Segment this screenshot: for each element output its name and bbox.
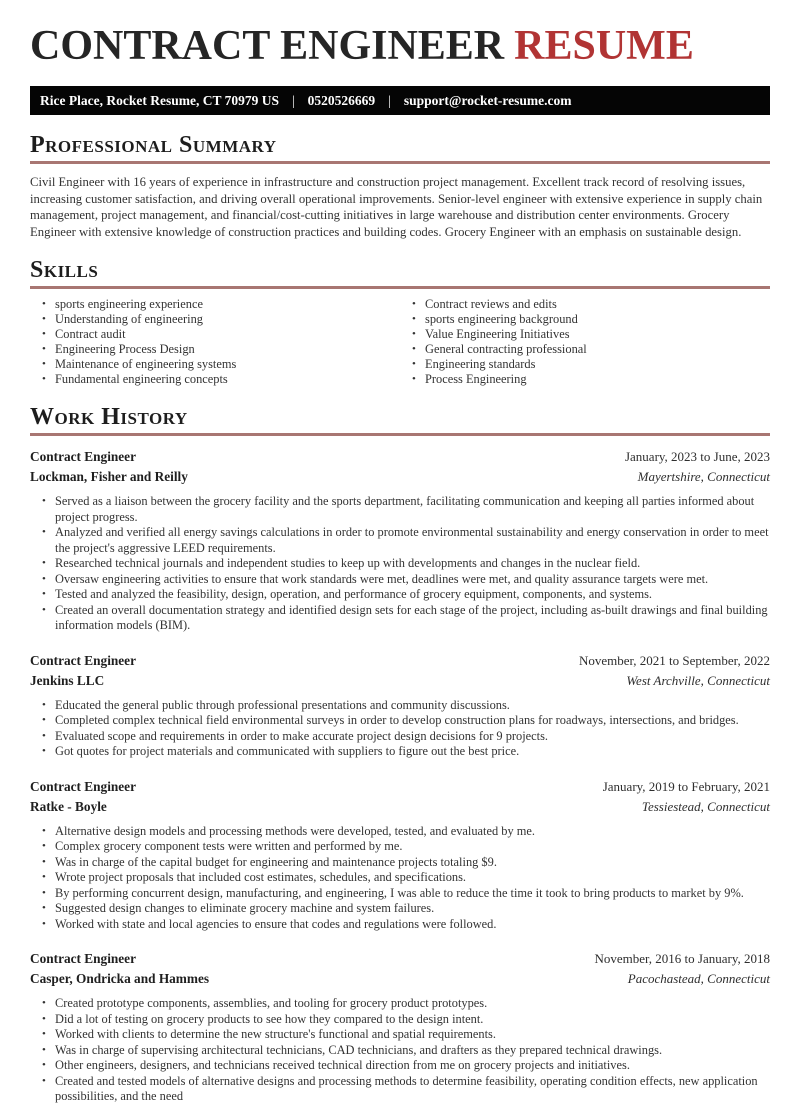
skill-item: • Process Engineering <box>425 372 770 387</box>
section-divider <box>30 433 770 436</box>
job-location: West Archville, Connecticut <box>626 672 770 688</box>
skills-columns <box>30 297 770 387</box>
job-dates: January, 2023 to June, 2023 <box>624 449 770 464</box>
job-bullet: • Created and tested models of alternative designs and processing methods to determine feasibility, operating condition effects, new application possibilities, and the need <box>55 1074 770 1105</box>
job-bullet-list <box>30 698 770 760</box>
job-dates: November, 2016 to January, 2018 <box>594 951 770 966</box>
job-bullet: • Analyzed and verified all energy savings calculations in order to promote environmental sustainability and energy conservation in order to meet the project's aggressive LEED requirements. <box>55 525 770 556</box>
job-company: Lockman, Fisher and Reilly <box>30 469 188 484</box>
job-bullet: • Educated the general public through professional presentations and community discussions. <box>55 698 770 714</box>
job-company: Ratke - Boyle <box>30 798 107 814</box>
job-bullet-list <box>30 824 770 933</box>
skill-item: • Maintenance of engineering systems <box>55 357 400 372</box>
job-entry <box>30 778 770 933</box>
job-entry <box>30 448 770 634</box>
job-bullet: • Complex grocery component tests were written and performed by me. <box>55 839 770 855</box>
skills-heading: Skills <box>30 257 99 283</box>
page-title-main: CONTRACT ENGINEER <box>30 23 505 69</box>
job-header-row <box>30 448 770 466</box>
job-title: Contract Engineer <box>30 778 136 794</box>
page-title <box>30 24 770 68</box>
job-dates: January, 2019 to February, 2021 <box>602 778 770 794</box>
contact-separator: | <box>388 92 391 108</box>
section-divider <box>30 161 770 164</box>
skill-item: • General contracting professional <box>425 342 770 357</box>
contact-bar <box>30 86 770 115</box>
job-subheader-row <box>30 672 770 690</box>
skills-list-right <box>400 297 770 387</box>
job-bullet: • Worked with clients to determine the new structure's functional and spatial requirements. <box>55 1027 770 1043</box>
skill-item: • Engineering Process Design <box>55 342 400 357</box>
job-bullet: • Got quotes for project materials and communicated with suppliers to figure out the best price. <box>55 744 770 760</box>
job-bullet: • Wrote project proposals that included cost estimates, schedules, and specifications. <box>55 870 770 886</box>
job-company: Casper, Ondricka and Hammes <box>30 971 210 986</box>
job-header-row <box>30 950 770 968</box>
job-bullet: • Completed complex technical field environmental surveys in order to develop construction plans for roadways, intersections, and bridges. <box>55 713 770 729</box>
job-entry <box>30 950 770 1105</box>
summary-heading: Professional Summary <box>30 132 277 158</box>
section-professional-summary <box>30 133 770 240</box>
job-bullet: • Created an overall documentation strategy and identified design sets for each stage of the project, including as-built drawings and final building information models (BIM). <box>55 603 770 634</box>
job-company: Jenkins LLC <box>30 672 105 688</box>
job-entry <box>30 652 770 760</box>
skill-item: • Contract audit <box>55 327 400 342</box>
summary-text: Civil Engineer with 16 years of experience in infrastructure and construction project management. Excellent track record of resolving issues, increasing customer satisfaction, and driving overall operational improvements. Senior-level engineer with extensive experience in supply chain management, project management, and financial/cost-cutting initiatives in large warehouse and distribution center environments. Grocery Engineer with extensive knowledge of construction practices and building codes. Grocery Engineer with an emphasis on sustainable design. <box>30 175 763 239</box>
job-location: Tessiestead, Connecticut <box>641 798 770 814</box>
work-history-heading: Work History <box>30 404 188 430</box>
job-bullet: • Alternative design models and processing methods were developed, tested, and evaluated by me. <box>55 824 770 840</box>
page-title-accent: RESUME <box>514 23 694 69</box>
job-bullet: • Did a lot of testing on grocery products to see how they compared to the design intent. <box>55 1012 770 1028</box>
job-bullet: • Oversaw engineering activities to ensure that work standards were met, deadlines were met, and quality assurance targets were met. <box>55 572 770 588</box>
job-location: Pacochastead, Connecticut <box>627 971 770 986</box>
job-title: Contract Engineer <box>30 951 136 966</box>
section-skills <box>30 258 770 387</box>
job-location: Mayertshire, Connecticut <box>637 469 770 484</box>
contact-address: Rice Place, Rocket Resume, CT 70979 US <box>40 92 279 108</box>
job-dates: November, 2021 to September, 2022 <box>578 652 770 668</box>
contact-separator: | <box>291 92 295 108</box>
job-bullet: • Worked with state and local agencies to ensure that codes and regulations were followed. <box>55 917 770 933</box>
skill-item: • Understanding of engineering <box>55 312 400 327</box>
job-bullet: • Evaluated scope and requirements in order to make accurate project design decisions for 9 projects. <box>55 729 770 745</box>
job-subheader-row <box>30 970 770 988</box>
skill-item: • sports engineering experience <box>55 297 400 312</box>
job-header-row <box>30 778 770 796</box>
skill-item: • Fundamental engineering concepts <box>55 372 400 387</box>
job-bullet: • Created prototype components, assemblies, and tooling for grocery product prototypes. <box>55 996 770 1012</box>
skills-list-left <box>30 297 400 387</box>
job-title: Contract Engineer <box>30 449 136 464</box>
job-subheader-row <box>30 798 770 816</box>
section-work-history <box>30 405 770 1105</box>
job-subheader-row <box>30 468 770 486</box>
job-title: Contract Engineer <box>30 652 136 668</box>
skill-item: • sports engineering background <box>425 312 770 327</box>
section-divider <box>30 286 770 289</box>
job-bullet: • Was in charge of the capital budget for engineering and maintenance projects totaling $9. <box>55 855 770 871</box>
job-bullet: • Researched technical journals and independent studies to keep up with developments and changes in the nuclear field. <box>55 556 770 572</box>
job-bullet: • Served as a liaison between the grocery facility and the sports department, facilitating communication and keeping all parties informed about project progress. <box>55 494 770 525</box>
contact-phone: 0520526669 <box>307 92 376 108</box>
job-bullet: • Suggested design changes to eliminate grocery machine and system failures. <box>55 901 770 917</box>
job-header-row <box>30 652 770 670</box>
skill-item: • Value Engineering Initiatives <box>425 327 770 342</box>
job-bullet-list <box>30 996 770 1105</box>
job-bullet-list <box>30 494 770 634</box>
job-bullet: • Tested and analyzed the feasibility, design, operation, and performance of grocery equipment, components, and systems. <box>55 587 770 603</box>
job-bullet: • Other engineers, designers, and technicians received technical direction from me on grocery projects and initiatives. <box>55 1058 770 1074</box>
skill-item: • Contract reviews and edits <box>425 297 770 312</box>
contact-email: support@rocket-resume.com <box>403 92 572 108</box>
job-bullet: • By performing concurrent design, manufacturing, and engineering, I was able to reduce the time it took to bring products to market by 9%. <box>55 886 770 902</box>
job-bullet: • Was in charge of supervising architectural technicians, CAD technicians, and drafters as they prepared technical drawings. <box>55 1043 770 1059</box>
skill-item: • Engineering standards <box>425 357 770 372</box>
